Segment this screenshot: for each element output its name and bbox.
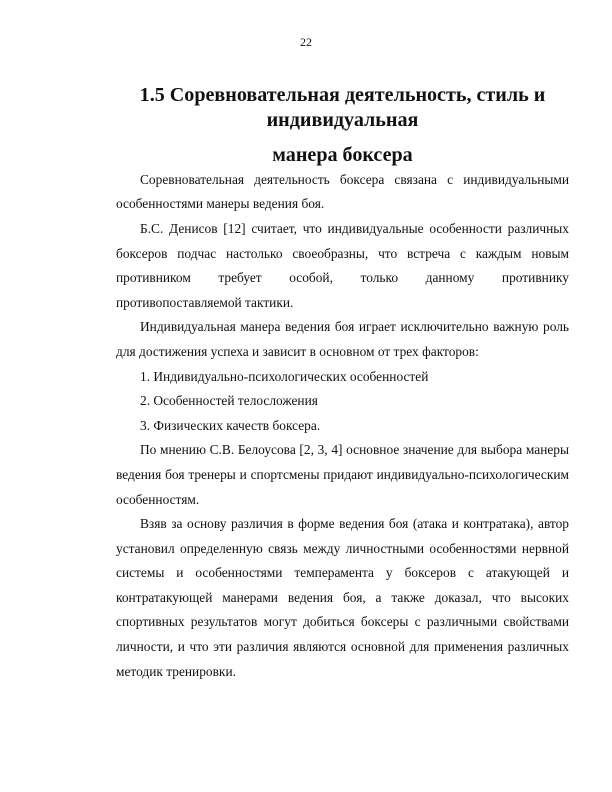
paragraph-5: Взяв за основу различия в форме ведения боя (атака и контратака), автор установил определенную связь между личностными особенностями нервной системы и особенностями темперамента у боксеров с атакующей и контратакующей манерами ведения боя, а также доказал, что высоких спортивных результатов могут добиться боксеры с различными свойствами личности, и что эти различия являются основной для применения различных методик тренировки.	[116, 516, 569, 679]
page-content	[116, 83, 569, 684]
paragraph-2: Б.С. Денисов [12] считает, что индивидуальные особенности различных боксеров подчас настолько своеобразны, что встреча с каждым новым противником требует особой, только данному противнику противопоставляемой тактики.	[116, 220, 569, 310]
page-number: 22	[300, 35, 312, 49]
list-item-3: 3. Физических качеств боксера.	[140, 417, 321, 433]
paragraph-4: По мнению С.В. Белоусова [2, 3, 4] основное значение для выбора манеры ведения боя тренеры и спортсмены придают индивидуально-психологическим особенностям.	[116, 442, 569, 507]
section-heading-line-2: манера боксера	[272, 144, 413, 167]
paragraph-3: Индивидуальная манера ведения боя играет исключительно важную роль для достижения успеха и зависит в основном от трех факторов:	[116, 319, 569, 359]
paragraph-1: Соревновательная деятельность боксера связана с индивидуальными особенностями манеры ведения боя.	[116, 171, 569, 212]
list-item-2: 2. Особенностей телосложения	[140, 393, 318, 409]
section-heading-line-1: 1.5 Соревновательная деятельность, стиль и индивидуальная	[139, 84, 546, 131]
section-heading	[116, 83, 569, 168]
list-item-1: 1. Индивидуально-психологических особенностей	[140, 368, 429, 384]
